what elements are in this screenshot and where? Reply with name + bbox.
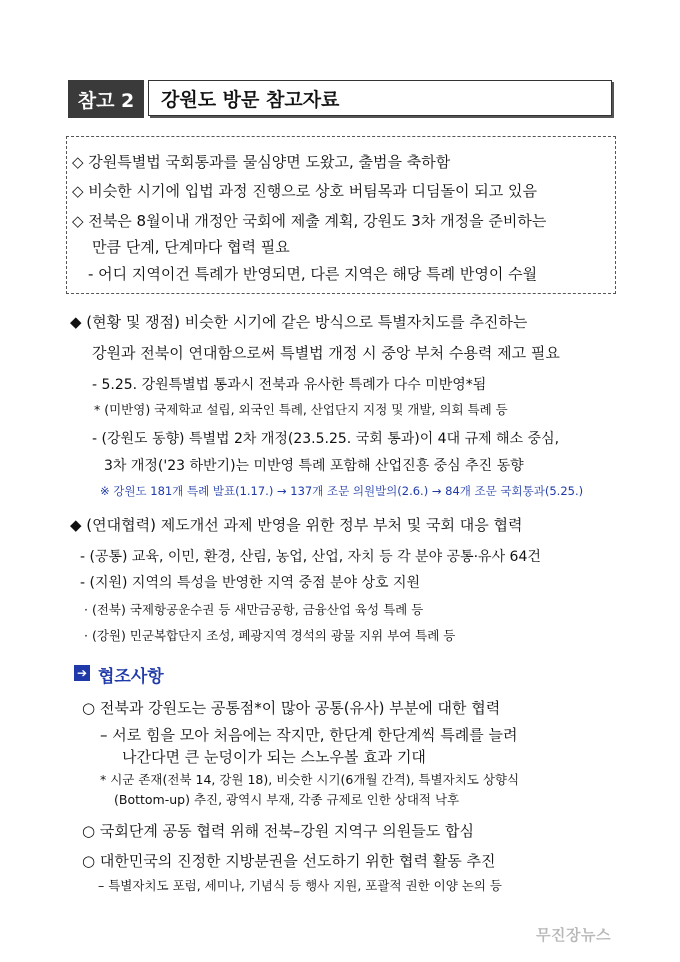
status-line-3: - 5.25. 강원특별법 통과시 전북과 유사한 특례가 다수 미반영*됨	[92, 377, 487, 393]
summary-line-3-cont: 만큼 단계, 단계마다 협력 필요	[92, 238, 290, 256]
cooperation-line-8: – 특별자치도 포럼, 세미나, 기념식 등 행사 지원, 포괄적 권한 이양 논의 등	[98, 878, 502, 893]
solidarity-line-1: ◆ (연대협력) 제도개선 과제 반영을 위한 정부 부처 및 국회 대응 협력	[70, 516, 523, 534]
status-line-5: - (강원도 동향) 특별법 2차 개정(23.5.25. 국회 통과)이 4대 규제 해소 중심,	[92, 431, 560, 447]
solidarity-line-4: · (전북) 국제항공운수권 등 새만금공항, 금융산업 육성 특례 등	[84, 602, 424, 617]
arrow-box-icon: ➔	[74, 665, 90, 681]
status-note: * (미반영) 국제학교 설립, 외국인 특례, 산업단지 지정 및 개발, 의회 특례 등	[94, 402, 508, 417]
solidarity-line-3: - (지원) 지역의 특성을 반영한 지역 중점 분야 상호 지원	[80, 575, 421, 591]
cooperation-line-2: – 서로 힘을 모아 처음에는 작지만, 한단계 한단계씩 특례를 늘려	[100, 726, 518, 744]
status-line-6: 3차 개정('23 하반기)는 미반영 특례 포함해 산업진흥 중심 추진 동향	[104, 458, 524, 474]
status-line-1: ◆ (현황 및 쟁점) 비슷한 시기에 같은 방식으로 특별자치도를 추진하는	[70, 313, 528, 331]
solidarity-line-5: · (강원) 민군복합단지 조성, 폐광지역 경석의 광물 지위 부여 특례 등	[84, 628, 456, 643]
cooperation-line-1: ○ 전북과 강원도는 공통점*이 많아 공통(유사) 부분에 대한 협력	[82, 699, 501, 717]
cooperation-note-2: (Bottom-up) 추진, 광역시 부재, 각종 규제로 인한 상대적 낙후	[114, 792, 460, 807]
cooperation-line-7: ○ 대한민국의 진정한 지방분권을 선도하기 위한 협력 활동 추진	[82, 852, 496, 870]
status-reference: ※ 강원도 181개 특례 발표(1.17.) → 137개 조문 의원발의(2.6.) → 84개 조문 국회통과(5.25.)	[100, 484, 584, 498]
summary-line-2: ◇ 비슷한 시기에 입법 과정 진행으로 상호 버팀목과 디딤돌이 되고 있음	[72, 182, 537, 200]
solidarity-line-2: - (공통) 교육, 이민, 환경, 산림, 농업, 산업, 자치 등 각 분야 공통·유사 64건	[80, 549, 541, 565]
status-line-2: 강원과 전북이 연대함으로써 특별법 개정 시 중앙 부처 수용력 제고 필요	[92, 344, 560, 362]
cooperation-title: 협조사항	[98, 667, 164, 687]
cooperation-line-3: 나간다면 큰 눈덩이가 되는 스노우볼 효과 기대	[122, 748, 426, 766]
watermark: 무진장뉴스	[536, 926, 611, 944]
appendix-tag: 참고 2	[68, 80, 144, 118]
page-title: 강원도 방문 참고자료	[148, 80, 612, 116]
summary-line-3: ◇ 전북은 8월이내 개정안 국회에 제출 계획, 강원도 3차 개정을 준비하는	[72, 212, 547, 230]
summary-line-1: ◇ 강원특별법 국회통과를 물심양면 도왔고, 출범을 축하함	[72, 153, 451, 171]
summary-line-4: - 어디 지역이건 특례가 반영되면, 다른 지역은 해당 특례 반영이 수월	[88, 265, 538, 283]
cooperation-line-6: ○ 국회단계 공동 협력 위해 전북–강원 지역구 의원들도 합심	[82, 822, 475, 840]
cooperation-note-1: * 시군 존재(전북 14, 강원 18), 비슷한 시기(6개월 간격), 특별자치도 상향식	[100, 772, 520, 787]
